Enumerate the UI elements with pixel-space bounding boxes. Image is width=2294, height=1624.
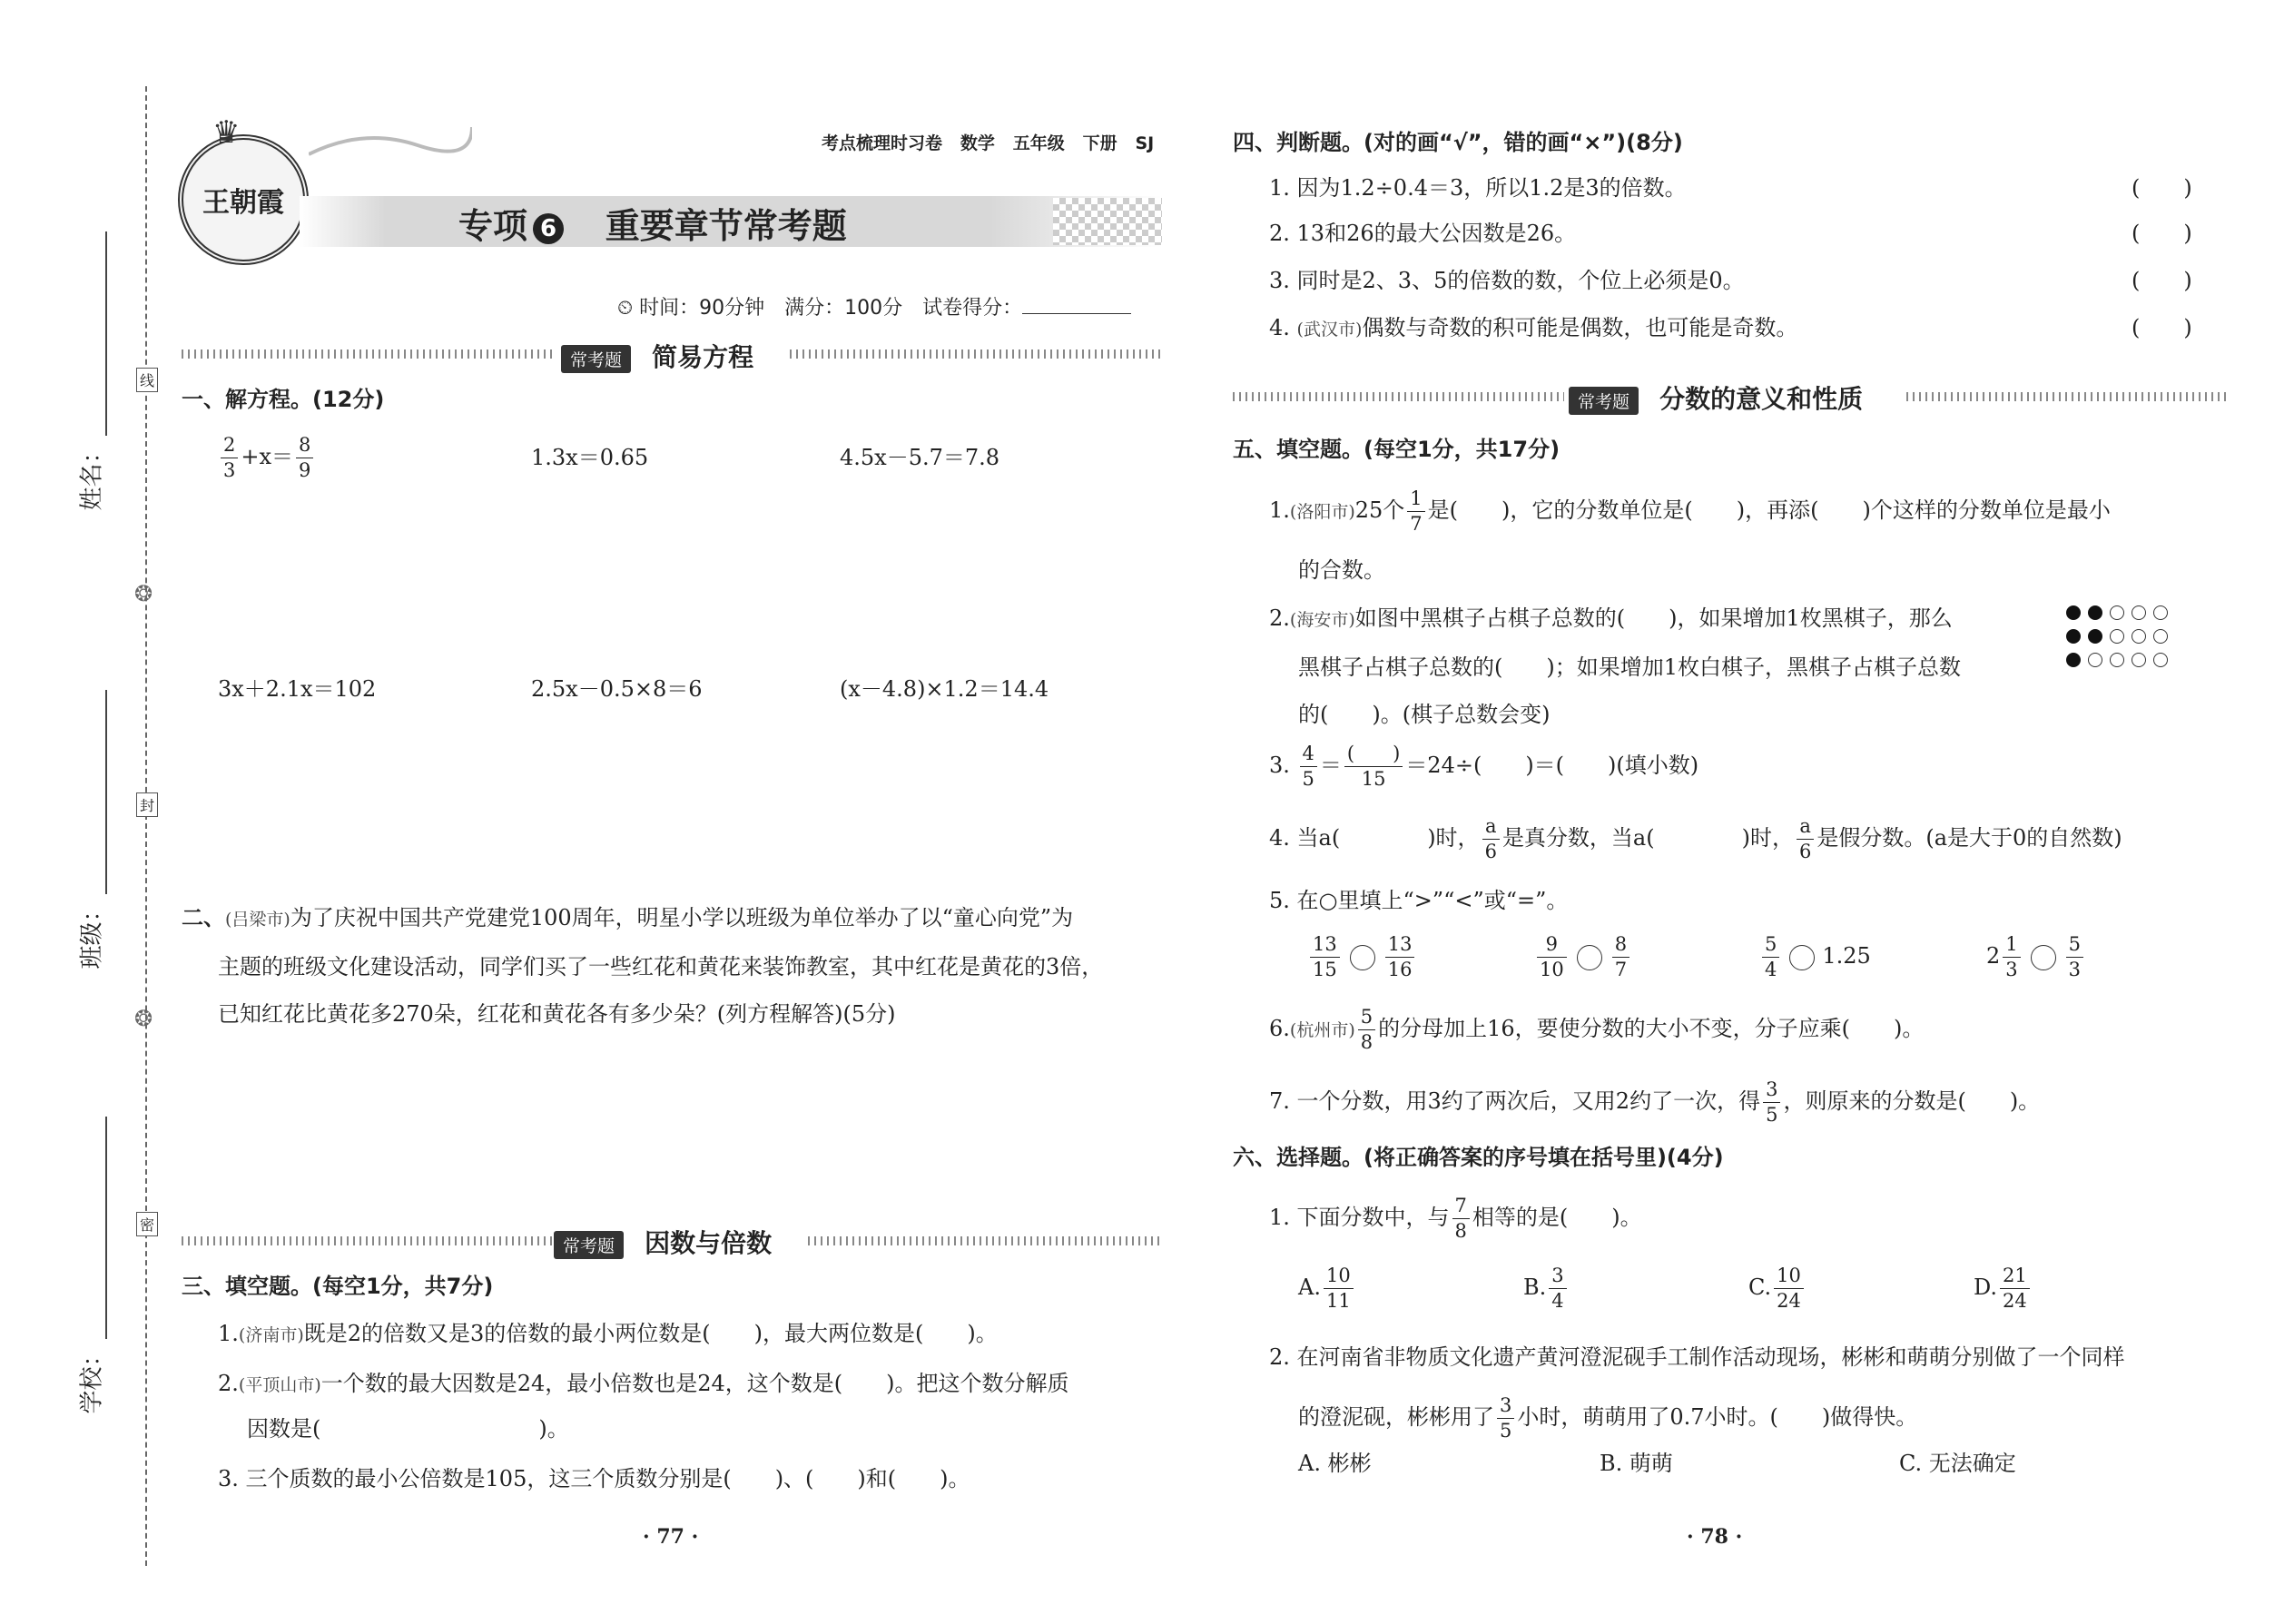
compare-circle[interactable] bbox=[1350, 945, 1375, 970]
question-5-6: 6.(杭州市) $\frac{5}{8}$ 的分母加上16，要使分数的大小不变，分子应乘( )。 bbox=[1269, 1006, 1925, 1053]
section-rule bbox=[182, 1236, 554, 1245]
seal-mark: 封 bbox=[136, 792, 158, 817]
question-3-2: 2.(平顶山市)一个数的最大因数是24，最小倍数也是24，这个数是( )。把这个数分解质 因数是( )。 bbox=[218, 1371, 1069, 1442]
question-4-title: 四、判断题。(对的画“√”，错的画“×”)(8分) bbox=[1233, 130, 1683, 155]
equation-5: 2.5x－0.5×8＝6 bbox=[531, 676, 703, 702]
judge-item-4: 4. (武汉市)偶数与奇数的积可能是偶数，也可能是奇数。 bbox=[1269, 315, 1798, 340]
question-3-3: 3. 三个质数的最小公倍数是105，这三个质数分别是( )、( )和( )。 bbox=[218, 1466, 970, 1491]
class-field[interactable] bbox=[105, 690, 107, 894]
term: 下册 bbox=[1082, 133, 1117, 153]
question-5-title: 五、填空题。(每空1分，共17分) bbox=[1233, 437, 1561, 462]
question-6-2: 2. 在河南省非物质文化遗产黄河澄泥砚手工制作活动现场，彬彬和萌萌分别做了一个同样 的澄泥砚，彬彬用了 $\frac{3}{5}$ 小时，萌萌用了0.7小时。( )做得快。 bbox=[1269, 1344, 2125, 1442]
cut-line bbox=[145, 86, 147, 1566]
compare-1: $\frac{13}{15}$ $\frac{13}{16}$ bbox=[1307, 935, 1417, 979]
crown-icon: ♛ bbox=[212, 114, 241, 151]
question-5-4: 4. 当a( )时， $\frac{a}{6}$ 是真分数，当a( )时， $\frac{a}{6}$ 是假分数。(a是大于0的自然数) bbox=[1269, 815, 2122, 862]
question-2: 二、(吕梁市)为了庆祝中国共产党建党100周年，明星小学以班级为单位举办了以“童心向党”为 主题的班级文化建设活动，同学们买了一些红花和黄花来装饰教室，其中红花是黄花的3倍， 已知红花比黄花多270朵，红花和黄花各有多少朵？(列方程解答)(5分) bbox=[182, 905, 1104, 1027]
compare-circle[interactable] bbox=[1577, 945, 1602, 970]
title-number-badge: 6 bbox=[533, 213, 564, 244]
subject: 数学 bbox=[960, 133, 995, 153]
section-rule bbox=[1233, 392, 1564, 401]
judge-item-1: 1. 因为1.2÷0.4＝3，所以1.2是3的倍数。 bbox=[1269, 175, 1687, 201]
section-rule bbox=[790, 349, 1162, 359]
section-header-factors bbox=[554, 1224, 772, 1260]
section-title: 分数的意义和性质 bbox=[1659, 384, 1864, 414]
section-tag: 常考题 bbox=[561, 345, 631, 373]
question-5-7: 7. 一个分数，用3约了两次后，又用2约了一次，得 $\frac{3}{5}$ ，则原来的分数是( )。 bbox=[1269, 1078, 2041, 1126]
edition: SJ bbox=[1135, 133, 1155, 153]
question-3-1: 1.(济南市)既是2的倍数又是3的倍数的最小两位数是( )，最大两位数是( )。 bbox=[218, 1321, 998, 1346]
option-2b[interactable]: B. 萌萌 bbox=[1600, 1451, 1673, 1476]
judge-answer-3[interactable]: ( ) bbox=[2132, 268, 2192, 293]
section-title: 因数与倍数 bbox=[645, 1228, 773, 1258]
page-number-right: · 78 · bbox=[1687, 1525, 1743, 1549]
judge-answer-1[interactable]: ( ) bbox=[2132, 175, 2192, 201]
equation-6: (x－4.8)×1.2＝14.4 bbox=[840, 676, 1049, 702]
school-label: 学校： bbox=[78, 1343, 106, 1414]
page-title: 专项 6 重要章节常考题 bbox=[458, 206, 847, 246]
judge-answer-4[interactable]: ( ) bbox=[2132, 315, 2192, 340]
section-rule bbox=[182, 349, 554, 359]
question-6-1: 1. 下面分数中，与 $\frac{7}{8}$ 相等的是( )。 bbox=[1269, 1195, 1642, 1242]
equation-1: $\frac{2}{3}$ +x＝ $\frac{8}{9}$ bbox=[218, 436, 316, 480]
equation-4: 3x＋2.1x＝102 bbox=[218, 676, 377, 702]
exam-info: ⏲ 时间：90分钟 满分：100分 试卷得分： bbox=[617, 292, 1131, 320]
option-2a[interactable]: A. 彬彬 bbox=[1298, 1451, 1372, 1476]
section-tag: 常考题 bbox=[554, 1231, 624, 1259]
judge-item-3: 3. 同时是2、3、5的倍数的数，个位上必须是0。 bbox=[1269, 268, 1745, 293]
question-5-2: 2.(海安市)如图中黑棋子占棋子总数的( )，如果增加1枚黑棋子，那么 黑棋子占棋子总数的( )；如果增加1枚白棋子，黑棋子占棋子总数 的( )。(棋子总数会变) bbox=[1269, 605, 1961, 727]
question-5-1: 1.(洛阳市)25个 $\frac{1}{7}$ 是( )，它的分数单位是( )，再添( )个这样的分数单位是最小 的合数。 bbox=[1269, 487, 2111, 583]
checker-decoration bbox=[1053, 198, 1162, 245]
secret-mark: 密 bbox=[136, 1212, 158, 1236]
section-header-fractions bbox=[1569, 379, 1863, 416]
option-d[interactable]: D. $\frac{21}{24}$ bbox=[1974, 1266, 2033, 1311]
line-mark: 线 bbox=[136, 368, 158, 392]
section-tag: 常考题 bbox=[1569, 387, 1639, 415]
equation-2: 1.3x＝0.65 bbox=[531, 445, 649, 470]
compare-3: $\frac{5}{4}$ 1.25 bbox=[1759, 935, 1871, 979]
ornament-icon: ❂ bbox=[134, 581, 153, 606]
section-rule bbox=[808, 1236, 1162, 1245]
judge-item-2: 2. 13和26的最大公因数是26。 bbox=[1269, 221, 1577, 246]
compare-2: $\frac{9}{10}$ $\frac{8}{7}$ bbox=[1534, 935, 1632, 979]
question-6-title: 六、选择题。(将正确答案的序号填在括号里)(4分) bbox=[1233, 1145, 1724, 1170]
section-title: 简易方程 bbox=[652, 342, 754, 372]
name-label: 姓名： bbox=[78, 439, 106, 511]
ornament-icon: ❂ bbox=[134, 1006, 153, 1031]
logo-text: 王朝霞 bbox=[202, 187, 284, 219]
logo-badge bbox=[178, 134, 309, 265]
question-1-title: 一、解方程。(12分) bbox=[182, 387, 385, 412]
option-b[interactable]: B. $\frac{3}{4}$ bbox=[1523, 1266, 1570, 1311]
score-field[interactable] bbox=[1022, 293, 1131, 314]
section-rule bbox=[1906, 392, 2229, 401]
grade: 五年级 bbox=[1012, 133, 1065, 153]
question-5-3: 3. $\frac{4}{5}$ ＝ $\frac{( )}{15}$ ＝24÷( )＝( )(填小数) bbox=[1269, 743, 1699, 790]
question-3-title: 三、填空题。(每空1分，共7分) bbox=[182, 1274, 494, 1299]
page-number-left: · 77 · bbox=[643, 1525, 699, 1549]
option-2c[interactable]: C. 无法确定 bbox=[1899, 1451, 2016, 1476]
school-field[interactable] bbox=[105, 1117, 107, 1339]
series-info bbox=[822, 130, 1154, 154]
compare-circle[interactable] bbox=[1789, 945, 1815, 970]
chess-stones-figure bbox=[2063, 604, 2171, 674]
judge-item-4-text: 偶数与奇数的积可能是偶数，也可能是奇数。 bbox=[1362, 315, 1798, 340]
binding-margin bbox=[0, 0, 182, 1624]
equation-3: 4.5x－5.7＝7.8 bbox=[840, 445, 1000, 470]
series: 考点梳理时习卷 bbox=[822, 133, 943, 153]
compare-circle[interactable] bbox=[2031, 945, 2056, 970]
class-label: 班级： bbox=[78, 898, 106, 969]
question-5-5: 5. 在○里填上“>”“<”或“=”。 bbox=[1269, 888, 1569, 913]
compare-4: 2 $\frac{1}{3}$ $\frac{5}{3}$ bbox=[1986, 935, 2086, 979]
name-field[interactable] bbox=[105, 231, 107, 436]
ribbon-decoration bbox=[309, 118, 472, 172]
option-c[interactable]: C. $\frac{10}{24}$ bbox=[1748, 1266, 1807, 1311]
judge-answer-2[interactable]: ( ) bbox=[2132, 221, 2192, 246]
option-a[interactable]: A. $\frac{10}{11}$ bbox=[1298, 1266, 1356, 1311]
section-header-equations bbox=[561, 338, 753, 374]
